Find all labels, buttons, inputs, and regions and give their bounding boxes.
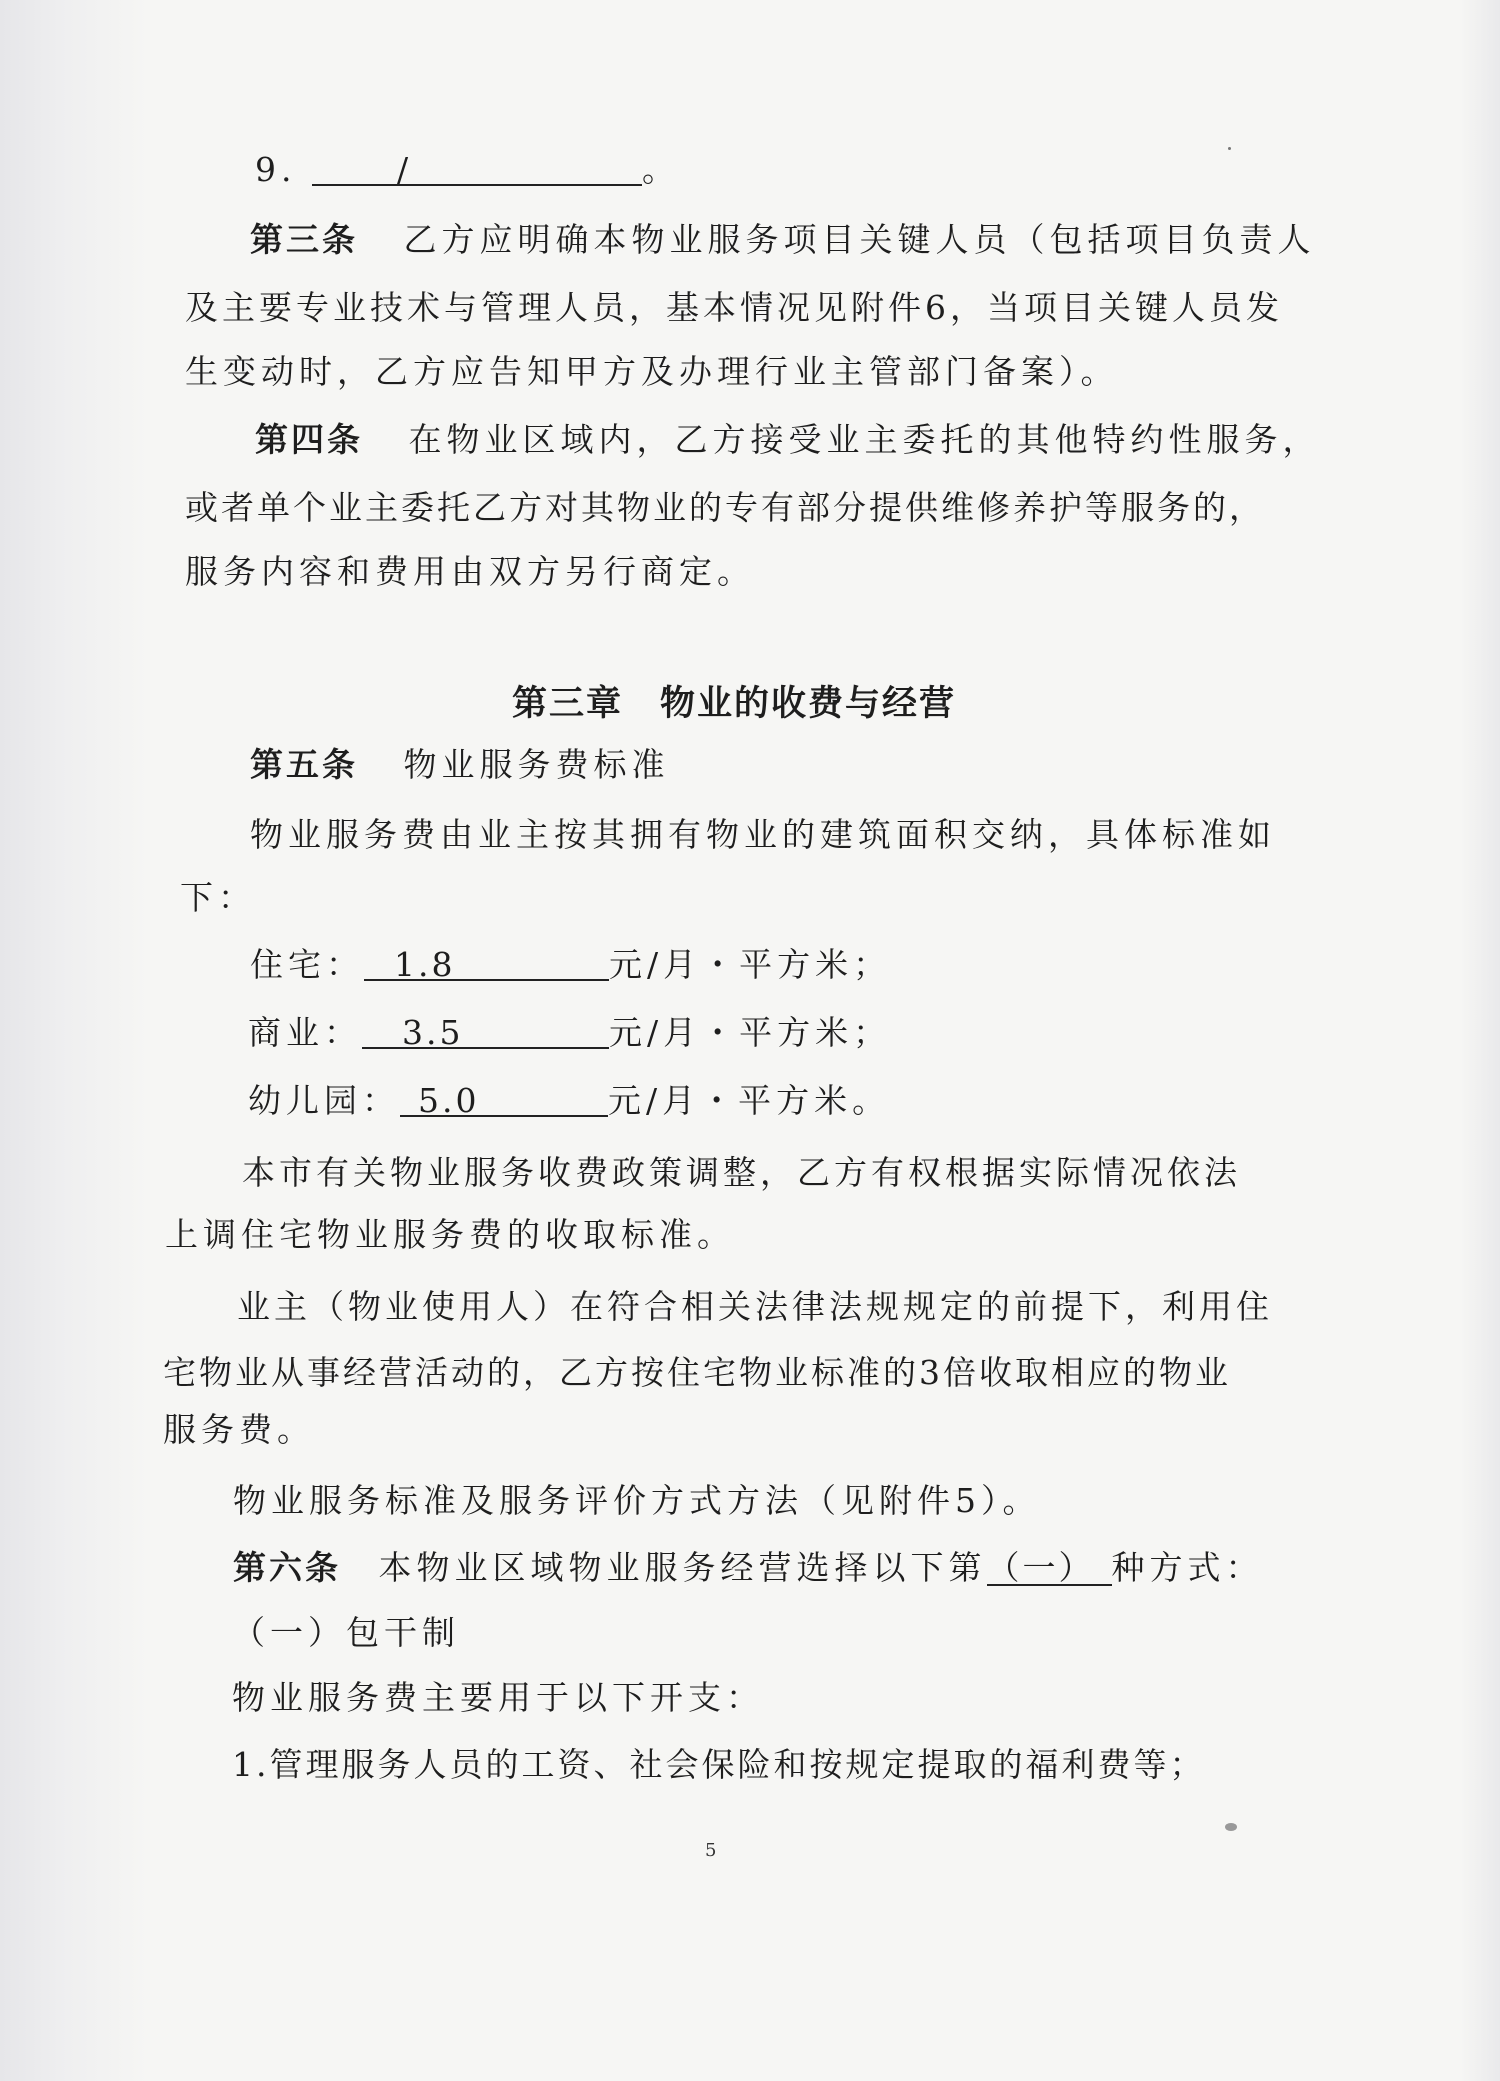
article-6-option: （一）包干制 [232, 1613, 460, 1652]
article-4-text-1: 在物业区域内，乙方接受业主委托的其他特约性服务， [408, 420, 1321, 459]
expense-intro: 物业服务费主要用于以下开支： [232, 1678, 764, 1717]
article-6-text-after: 种方式： [1111, 1548, 1264, 1587]
article-6-line [233, 1548, 1264, 1588]
fee-label: 住宅： [250, 945, 364, 984]
fee-unit: 元/月・平方米。 [608, 1081, 891, 1120]
item-9-number: 9. [255, 150, 297, 189]
article-5-title: 物业服务费标准 [403, 745, 670, 784]
article-4-line-1 [255, 420, 1321, 460]
fee-label: 商业： [248, 1013, 362, 1052]
article-5-intro-line-1: 物业服务费由业主按其拥有物业的建筑面积交纳，具体标准如 [250, 815, 1276, 854]
fee-unit: 元/月・平方米； [609, 1013, 892, 1052]
article-6-heading: 第六条 [233, 1548, 341, 1587]
chapter-3-title: 第三章 物业的收费与经营 [512, 683, 957, 724]
policy-line-1: 本市有关物业服务收费政策调整，乙方有权根据实际情况依法 [242, 1153, 1241, 1192]
article-3-line-2: 及主要专业技术与管理人员，基本情况见附件6，当项目关键人员发 [185, 288, 1283, 327]
article-5-title-line [250, 745, 670, 785]
article-3-text-1: 乙方应明确本物业服务项目关键人员（包括项目负责人 [403, 220, 1316, 259]
scan-speck [1228, 147, 1231, 150]
fee-value: 3.5 [362, 1013, 609, 1049]
item-9-end: 。 [642, 150, 680, 189]
policy-line-2: 上调住宅物业服务费的收取标准。 [165, 1215, 735, 1254]
business-line-2: 宅物业从事经营活动的，乙方按住宅物业标准的3倍收取相应的物业 [163, 1353, 1231, 1392]
item-9-line [255, 150, 680, 190]
article-4-line-3: 服务内容和费用由双方另行商定。 [185, 552, 755, 591]
fee-value: 1.8 [364, 945, 609, 981]
article-3-line-3: 生变动时，乙方应告知甲方及办理行业主管部门备案）。 [185, 352, 1119, 391]
article-3-heading: 第三条 [250, 220, 358, 259]
article-5-heading: 第五条 [250, 745, 358, 784]
business-line-1: 业主（物业使用人）在符合相关法律法规规定的前提下，利用住 [237, 1287, 1273, 1326]
fee-row-kindergarten [248, 1081, 890, 1121]
evaluation-line: 物业服务标准及服务评价方式方法（见附件5）。 [233, 1481, 1041, 1520]
fee-row-commercial [248, 1013, 891, 1053]
article-6-blank: （一） [987, 1548, 1112, 1586]
fee-value: 5.0 [400, 1081, 608, 1117]
article-6-text-before: 本物业区域物业服务经营选择以下第 [378, 1548, 987, 1587]
article-3-line-1 [250, 220, 1316, 260]
scan-shadow-right [1460, 0, 1500, 2081]
scan-speck [1225, 1823, 1237, 1831]
fee-row-residential [250, 945, 891, 985]
business-line-3: 服务费。 [163, 1410, 315, 1449]
page-number: 5 [705, 1840, 717, 1861]
scan-shadow-left [0, 0, 150, 2081]
item-9-blank: / [312, 150, 642, 186]
fee-unit: 元/月・平方米； [609, 945, 892, 984]
article-5-intro-line-2: 下： [180, 878, 256, 917]
expense-item-1: 1.管理服务人员的工资、社会保险和按规定提取的福利费等； [232, 1745, 1206, 1784]
article-4-line-2: 或者单个业主委托乙方对其物业的专有部分提供维修养护等服务的， [185, 488, 1265, 527]
fee-label: 幼儿园： [248, 1081, 400, 1120]
article-4-heading: 第四条 [255, 420, 363, 459]
